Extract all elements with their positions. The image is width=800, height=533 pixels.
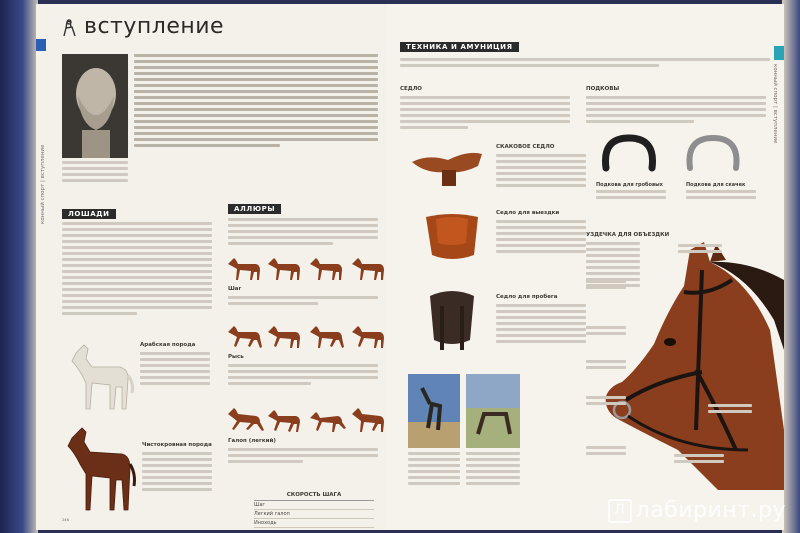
color-tab-blue — [36, 39, 46, 51]
trot-caption: Рысь — [228, 354, 244, 360]
label-cheekpiece — [586, 326, 626, 338]
photo-1-caption — [408, 452, 460, 488]
horseshoe-jump-icon — [684, 134, 742, 174]
gallop-horse-sequence — [226, 404, 386, 434]
rider-icon — [60, 14, 78, 38]
horseshoe-race-icon — [600, 134, 658, 174]
label-curb — [586, 396, 626, 408]
horseshoes-text — [586, 96, 766, 126]
watermark-text: лабиринт.ру — [635, 498, 786, 523]
label-reins — [674, 454, 724, 466]
horses-text — [62, 222, 212, 318]
bridle-heading: УЗДЕЧКА ДЛЯ ОБЪЕЗДКИ — [586, 232, 670, 238]
watermark — [608, 498, 786, 523]
left-page — [36, 4, 387, 530]
jumping-saddle-image — [408, 144, 486, 188]
rider-photo-1 — [408, 374, 460, 448]
side-tab-label: конный спорт | вступление — [40, 144, 46, 224]
horseshoes-heading: ПОДКОВЫ — [586, 86, 620, 92]
side-tab-label-right: конный спорт | вступление — [772, 64, 778, 144]
arabian-horse-image — [62, 339, 138, 415]
shoe-race-text — [596, 190, 666, 202]
shoe-race-caption: Подкова для гробовых — [596, 182, 663, 188]
dressage-saddle-text — [496, 220, 586, 256]
equipment-intro-text — [400, 58, 770, 70]
labirint-logo-icon: Л — [608, 499, 632, 523]
label-crownpiece — [678, 244, 722, 256]
section-horses: ЛОШАДИ — [62, 209, 116, 219]
section-equipment: ТЕХНИКА И АМУНИЦИЯ — [400, 42, 519, 52]
label-browband — [586, 280, 626, 292]
book-spine-right — [782, 0, 800, 533]
label-throatlash — [708, 404, 752, 416]
right-page — [386, 4, 784, 530]
photo-2-caption — [466, 452, 520, 488]
speed-table-row: Шаг — [254, 501, 374, 510]
gallop-text — [228, 448, 378, 466]
jumping-saddle-text — [496, 154, 586, 190]
arabian-text — [140, 352, 210, 388]
book-spine-left — [0, 0, 38, 533]
endurance-saddle-image — [424, 286, 480, 352]
speed-table-row: Иноходь — [254, 519, 374, 528]
portrait-bust-image — [62, 54, 128, 158]
thoroughbred-horse-image — [60, 424, 140, 516]
walk-caption: Шаг — [228, 286, 242, 292]
label-noseband — [586, 360, 626, 372]
jumping-saddle-heading: СКАКОВОЕ СЕДЛО — [496, 144, 555, 150]
saddle-text — [400, 96, 570, 132]
thoroughbred-text — [142, 452, 212, 494]
speed-table-title: СКОРОСТЬ ШАГА — [286, 492, 342, 498]
dressage-saddle-image — [422, 209, 482, 265]
trot-text — [228, 364, 378, 388]
color-tab-teal — [774, 46, 784, 60]
page-number: 246 — [62, 518, 69, 522]
arabian-caption: Арабская порода — [140, 342, 196, 348]
speed-table-row: Легкий галоп — [254, 510, 374, 519]
gaits-text — [228, 218, 378, 248]
label-bit — [586, 446, 626, 458]
thoroughbred-caption: Чистокровная порода — [142, 442, 212, 448]
walk-text — [228, 296, 378, 308]
walk-horse-sequence — [226, 252, 386, 282]
gallop-caption: Галоп (легкий) — [228, 438, 276, 444]
trot-horse-sequence — [226, 320, 386, 350]
saddle-heading: СЕДЛО — [400, 86, 422, 92]
shoe-jump-caption: Подкова для скачек — [686, 182, 746, 188]
portrait-caption — [62, 161, 128, 185]
page-title: вступление — [84, 14, 225, 39]
endurance-saddle-heading: Седло для пробега — [496, 294, 558, 300]
dressage-saddle-heading: Седло для выездки — [496, 210, 560, 216]
endurance-saddle-text — [496, 304, 586, 346]
rider-photo-2 — [466, 374, 520, 448]
intro-text — [134, 54, 378, 150]
speed-table — [254, 500, 374, 528]
section-gaits: АЛЛЮРЫ — [228, 204, 281, 214]
shoe-jump-text — [686, 190, 756, 202]
